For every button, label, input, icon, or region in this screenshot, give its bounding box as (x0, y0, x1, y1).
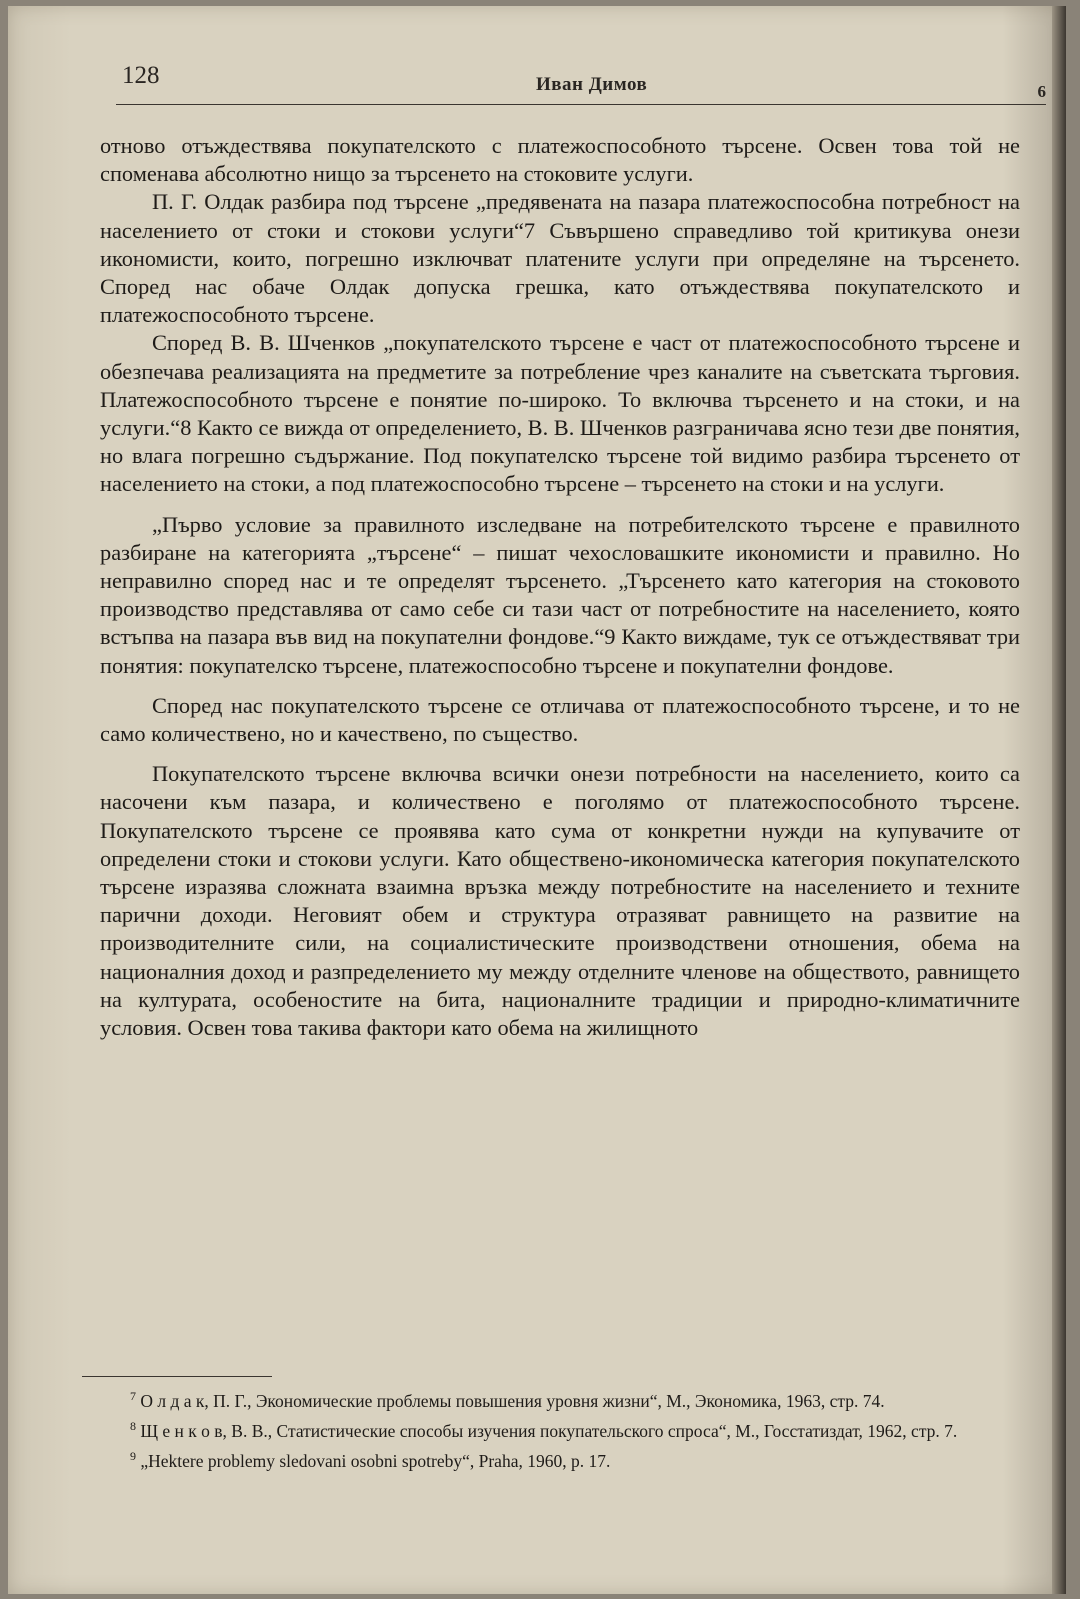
footnote (80, 1386, 1010, 1412)
paragraph-definition: Покупателското търсене включва всички онези потребности на населението, които са насочени към пазара, и количествено е поголямо от платежоспособното търсене. Покупателското търсене се проявява като сума от конкретни нужди на купувачите от определени стоки и стокови услуги. Като обществено-икономическа категория покупателското търсене изразява сложната взаимна връзка между потребностите на населението и техните парични доходи. Неговият обем и структура отразяват равнището на развитие на производителните сили, на социалистическите производствени отношения, обема на националния доход и разпределението му между отделните членове на обществото, равнището на културата, особеностите на бита, националните традиции и природно-климатичните условия. Освен това такива фактори като обема на жилищното (100, 761, 1020, 1041)
book-page (8, 6, 1066, 1594)
paragraph-shchenkov: Според В. В. Шченков „покупателското търсене е част от платежоспособното търсене и обезпечава реализацията на предметите за потребление чрез каналите на съветската търговия. Платежоспособното търсене е понятие по-широко. То включва търсенето и на стоки, и на услуги.“8 Както се вижда от определението, В. В. Шченков разграничава ясно тези две понятия, но влага погрешно съдържание. Под покупателско търсене той видимо разбира търсенето от населението на стоки, а под платежоспособно търсене – търсенето на стоки и на услуги. (100, 330, 1020, 497)
footnote-number: 8 (130, 1418, 136, 1433)
body-text (100, 132, 1020, 1042)
footnote-text: Щ е н к о в, В. В., Статистические способы изучения покупательского спроса“, М., Госстатиздат, 1962, стр. 7. (140, 1420, 958, 1441)
page-header (116, 58, 1046, 105)
page-number: 128 (122, 62, 160, 89)
footnote-number: 7 (130, 1389, 136, 1403)
footnote-rule (82, 1376, 272, 1377)
footnote (80, 1446, 1010, 1472)
footnote (80, 1416, 1010, 1442)
paragraph-oldak: П. Г. Олдак разбира под търсене „предявената на пазара платежоспособна потребност на населението от стоки и стокови услуги“7 Съвършено справедливо той критикува онези икономисти, които, погрешно изключват платените услуги при определяне на търсенето. Според нас обаче Олдак допуска грешка, като отъждествява покупателското и платежоспособното търсене. (100, 189, 1020, 328)
paragraph-czechoslovak: „Първо условие за правилното изследване на потребителското търсене е правилното разбиране на категорията „търсене“ – пишат чехословашките икономисти и правилно. Но неправилно според нас и те определят търсенето. „Търсенето като категория на стоковото производство представлява от само себе си тази част от потребностите на населението, която встъпва на пазара във вид на покупателни фондове.“9 Както виждаме, тук се отъждествяват три понятия: покупателско търсене, платежоспособно търсене и покупателни фондове. (100, 511, 1020, 678)
footnote-text: „Hektere problemy sledovani osobni spotreby“, Praha, 1960, p. 17. (140, 1450, 611, 1471)
footnote-number: 9 (130, 1448, 136, 1463)
footnotes (80, 1386, 1010, 1475)
paragraph-continued: отново отъждествява покупателското с платежоспособното търсене. Освен това той не споменава абсолютно нищо за търсенето на стоковите услуги. (100, 133, 1020, 187)
running-head-author: Иван Димов (536, 74, 648, 95)
edge-mark: 6 (1037, 82, 1046, 101)
page-edge-shadow (1052, 6, 1066, 1594)
paragraph-distinction: Според нас покупателското търсене се отличава от платежоспособното търсене, и то не само количествено, но и качествено, по същество. (100, 692, 1020, 747)
footnote-text: О л д а к, П. Г., Экономические проблемы повышения уровня жизни“, М., Экономика, 1963, стр. 74. (140, 1390, 885, 1411)
